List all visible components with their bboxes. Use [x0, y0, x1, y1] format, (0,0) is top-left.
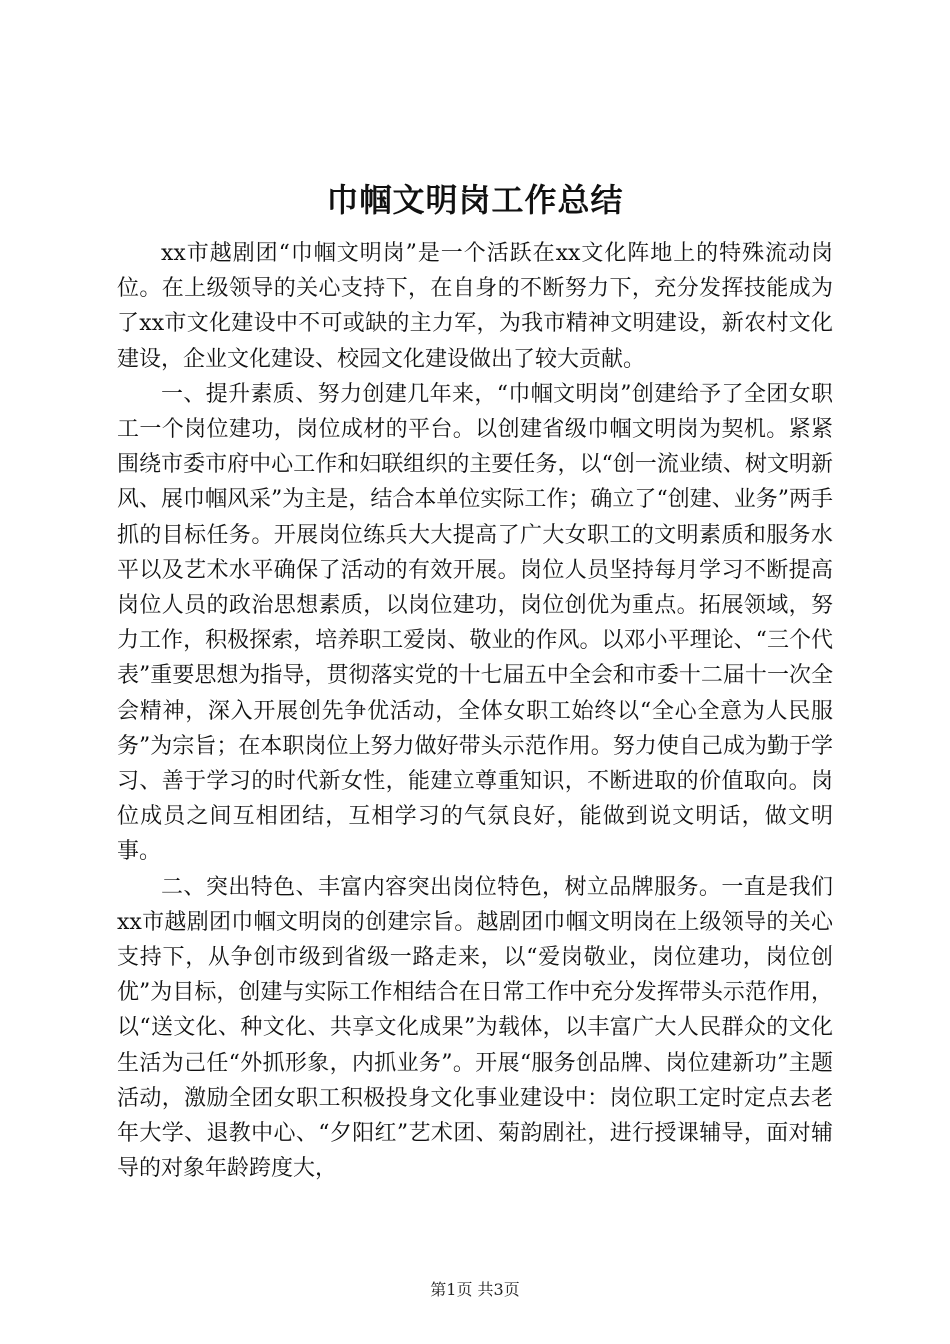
paragraph-section-2: 二、突出特色、丰富内容突出岗位特色，树立品牌服务。一直是我们xx市越剧团巾帼文明岗的创建宗旨。越剧团巾帼文明岗在上级领导的关心支持下，从争创市级到省级一路走来，以“爱岗敬业，岗位建功，岗位创优”为目标，创建与实际工作相结合在日常工作中充分发挥带头示范作用，以“送文化、种文化、共享文化成果”为载体，以丰富广大人民群众的文化生活为己任“外抓形象，内抓业务”。开展“服务创品牌、岗位建新功”主题活动，激励全团女职工积极投身文化事业建设中：岗位职工定时定点去老年大学、退教中心、“夕阳红”艺术团、菊韵剧社，进行授课辅导，面对辅导的对象年龄跨度大，	[117, 874, 833, 1182]
document-title: 巾帼文明岗工作总结	[326, 181, 624, 219]
paragraph-section-1: 一、提升素质、努力创建几年来，“巾帼文明岗”创建给予了全团女职工一个岗位建功，岗位成材的平台。以创建省级巾帼文明岗为契机。紧紧围绕市委市府中心工作和妇联组织的主要任务，以“创一流业绩、树文明新风、展巾帼风采”为主是，结合本单位实际工作；确立了“创建、业务”两手抓的目标任务。开展岗位练兵大大提高了广大女职工的文明素质和服务水平以及艺术水平确保了活动的有效开展。岗位人员坚持每月学习不断提高岗位人员的政治思想素质，以岗位建功，岗位创优为重点。拓展领域，努力工作，积极探索，培养职工爱岗、敬业的作风。以邓小平理论、“三个代表”重要思想为指导，贯彻落实党的十七届五中全会和市委十二届十一次全会精神，深入开展创先争优活动，全体女职工始终以“全心全意为人民服务”为宗旨；在本职岗位上努力做好带头示范作用。努力使自己成为勤于学习、善于学习的时代新女性，能建立尊重知识，不断进取的价值取向。岗位成员之间互相团结，互相学习的气氛良好，能做到说文明话，做文明事。	[117, 381, 833, 865]
document-body	[117, 236, 833, 1186]
page-number-footer: 第1页 共3页	[430, 1280, 520, 1299]
paragraph-intro: xx市越剧团“巾帼文明岗”是一个活跃在xx文化阵地上的特殊流动岗位。在上级领导的关心支持下，在自身的不断努力下，充分发挥技能成为了xx市文化建设中不可或缺的主力军，为我市精神文明建设，新农村文化建设，企业文化建设、校园文化建设做出了较大贡献。	[117, 241, 833, 372]
